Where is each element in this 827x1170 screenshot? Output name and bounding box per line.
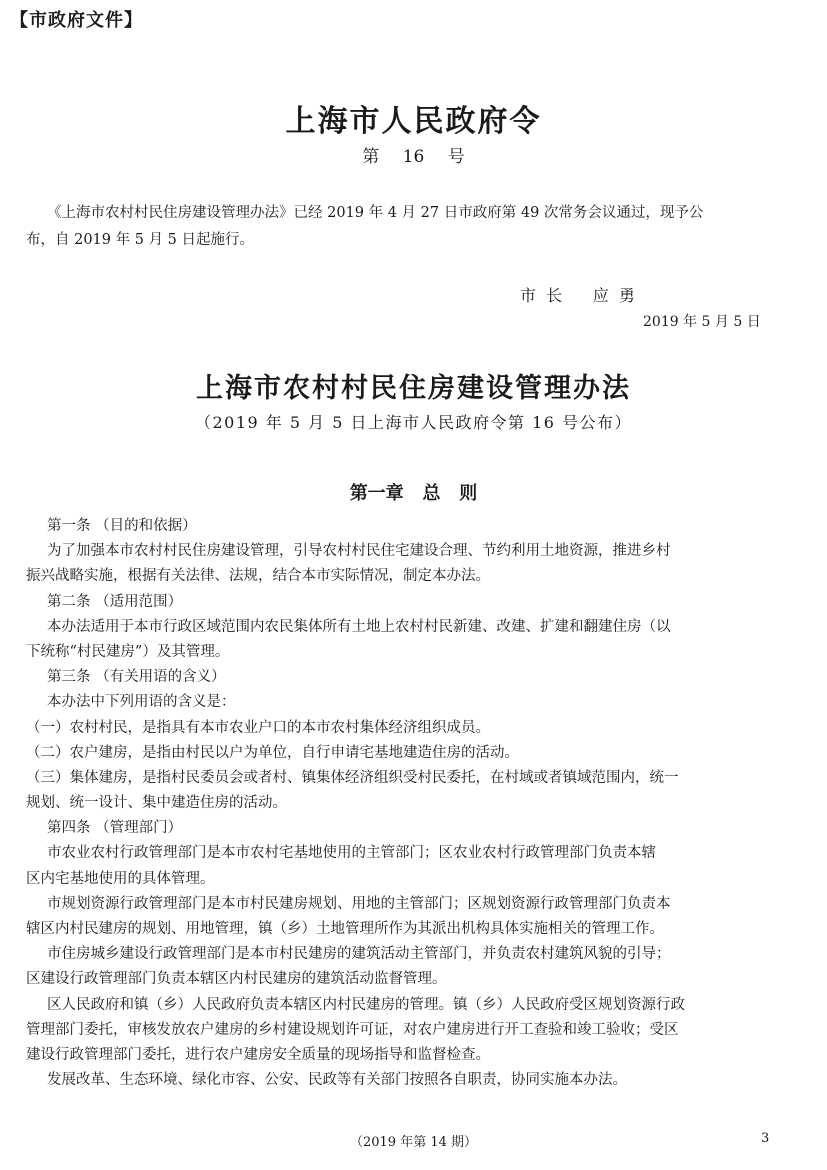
paragraph-line: 区内宅基地使用的具体管理。: [26, 870, 215, 887]
paragraph-line: 市规划资源行政管理部门是本市村民建房规划、用地的主管部门；区规划资源行政管理部门负责本: [47, 895, 671, 912]
definition-item: （二）农户建房，是指由村民以户为单位，自行申请宅基地建造住房的活动。: [26, 744, 519, 761]
paragraph-line: 规划、统一设计、集中建造住房的活动。: [26, 795, 287, 812]
order-number: 第 16 号: [362, 147, 465, 167]
order-date: 2019 年 5 月 5 日: [643, 314, 761, 330]
law-title: 上海市农村村民住房建设管理办法: [196, 373, 631, 404]
document-category-tag: 【市政府文件】: [10, 10, 143, 31]
paragraph-line: 市农业农村行政管理部门是本市农村宅基地使用的主管部门；区农业农村行政管理部门负责本辖: [47, 845, 656, 862]
order-text-line-1: 《上海市农村村民住房建设管理办法》已经 2019 年 4 月 27 日市政府第 49 次常务会议通过，现予公: [47, 205, 704, 221]
article-1-heading: 第一条 （目的和依据）: [47, 518, 197, 534]
article-3-heading: 第三条 （有关用语的含义）: [47, 669, 226, 686]
paragraph-line: 管理部门委托，审核发放农户建房的乡村建设规划许可证，对农户建房进行开工查验和竣工验收；受区: [26, 1021, 679, 1038]
issue-footer: （2019 年第 14 期）: [349, 1135, 478, 1150]
law-subtitle: （2019 年 5 月 5 日上海市人民政府令第 16 号公布）: [194, 413, 633, 432]
definition-item: （一）农村村民，是指具有本市农业户口的本市农村集体经济组织成员。: [26, 719, 490, 736]
order-title: 上海市人民政府令: [285, 104, 542, 139]
page-number: 3: [761, 1131, 770, 1146]
mayor-signature: 市 长 应 勇: [520, 286, 635, 305]
paragraph-line: 建设行政管理部门委托，进行农户建房安全质量的现场指导和监督检查。: [26, 1046, 490, 1063]
article-4-heading: 第四条 （管理部门）: [47, 820, 183, 837]
paragraph-line: 下统称“村民建房”）及其管理。: [26, 643, 230, 660]
law-body: [26, 514, 816, 1093]
paragraph-line: 区建设行政管理部门负责本辖区内村民建房的建筑活动监督管理。: [26, 971, 447, 988]
paragraph-line: 本办法适用于本市行政区域范围内农民集体所有土地上农村村民新建、改建、扩建和翻建住房（以: [47, 618, 671, 635]
paragraph-line: 振兴战略实施，根据有关法律、法规，结合本市实际情况，制定本办法。: [26, 568, 490, 585]
article-2-heading: 第二条 （适用范围）: [47, 593, 183, 610]
chapter-heading: 第一章 总 则: [349, 483, 478, 504]
order-text-line-2: 布，自 2019 年 5 月 5 日起施行。: [26, 232, 255, 248]
paragraph-line: 发展改革、生态环境、绿化市容、公安、民政等有关部门按照各自职责，协同实施本办法。: [47, 1072, 627, 1089]
paragraph-line: 区人民政府和镇（乡）人民政府负责本辖区内村民建房的管理。镇（乡）人民政府受区规划资源行政: [47, 996, 685, 1013]
paragraph-line: 辖区内村民建房的规划、用地管理，镇（乡）土地管理所作为其派出机构具体实施相关的管理工作。: [26, 921, 664, 937]
paragraph-line: 本办法中下列用语的含义是：: [47, 694, 236, 711]
paragraph-line: 为了加强本市农村村民住房建设管理，引导农村村民住宅建设合理、节约利用土地资源，推进乡村: [47, 543, 671, 560]
definition-item: （三）集体建房，是指村民委员会或者村、镇集体经济组织受村民委托，在村域或者镇域范围内，统一: [26, 769, 679, 786]
paragraph-line: 市住房城乡建设行政管理部门是本市村民建房的建筑活动主管部门，并负责农村建筑风貌的引导；: [47, 946, 671, 963]
